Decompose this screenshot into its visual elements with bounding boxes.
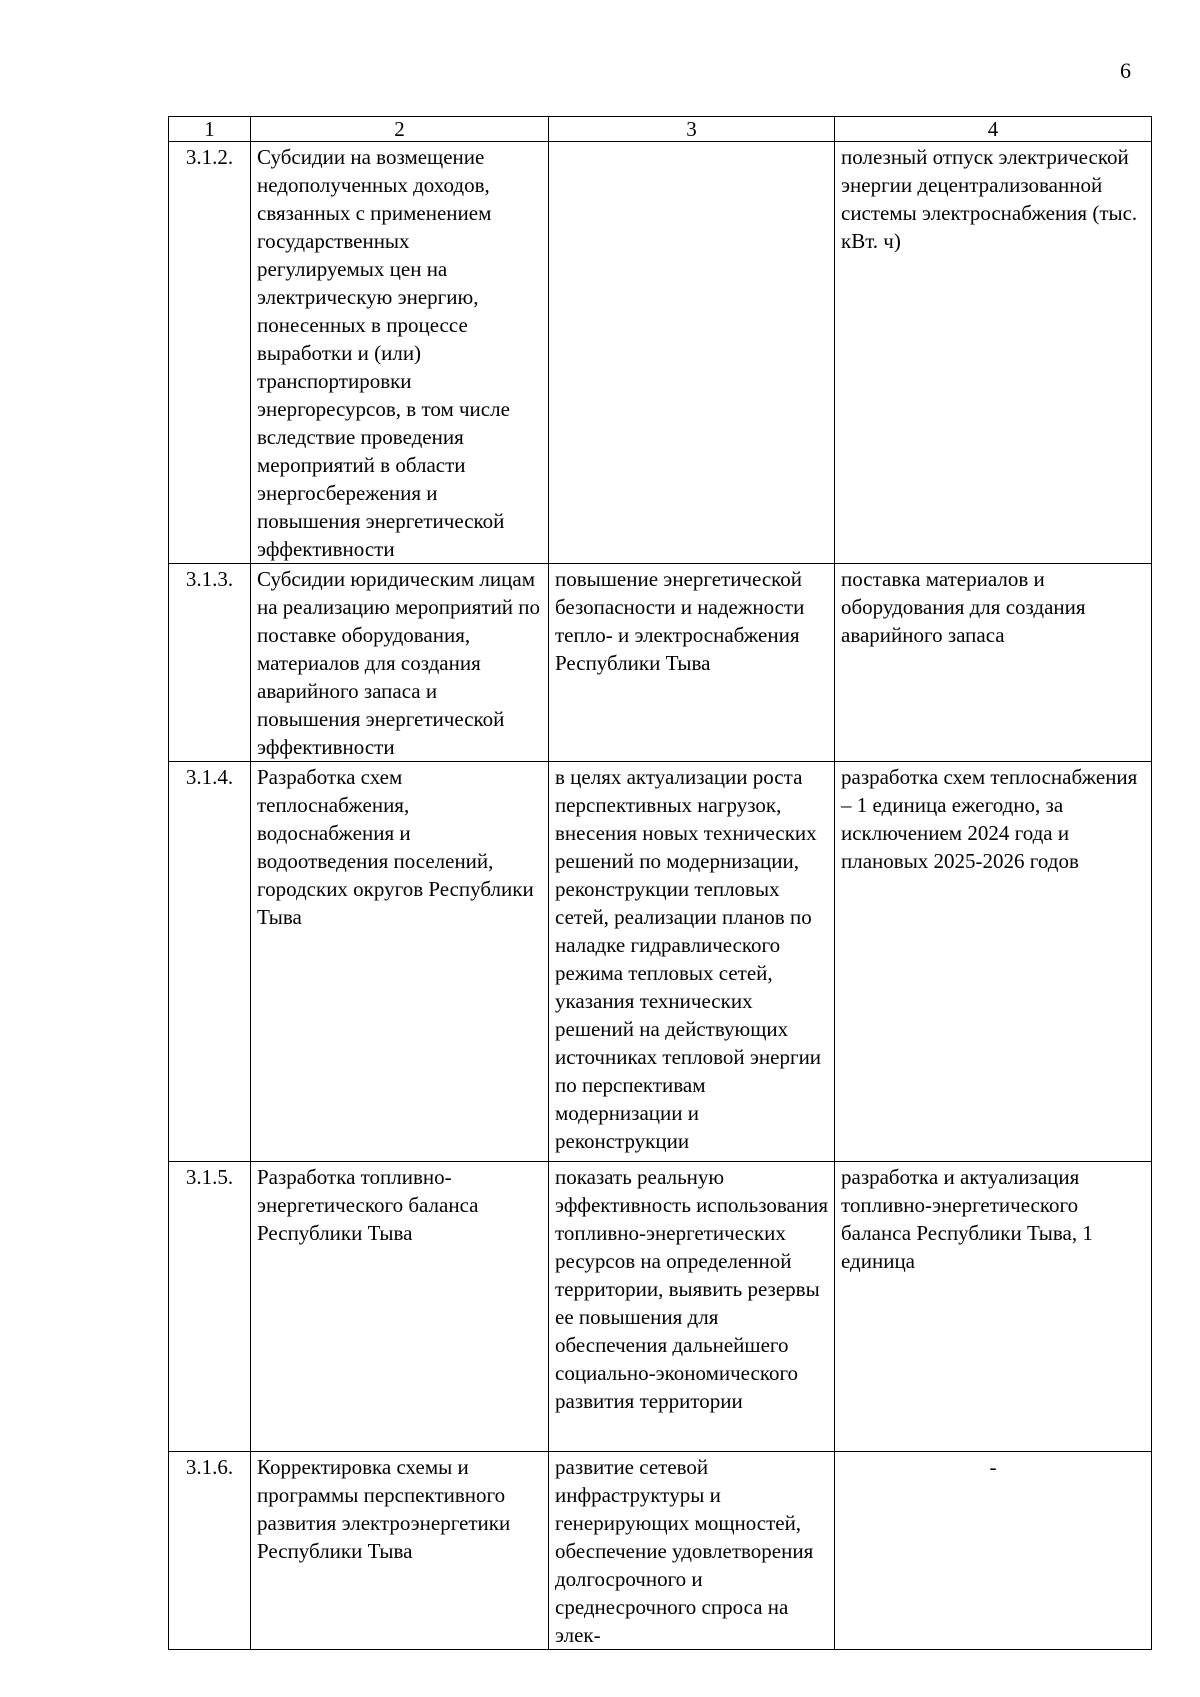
row-number: 3.1.4.	[169, 762, 251, 1162]
row-number: 3.1.2.	[169, 142, 251, 564]
measure-indicator: разработка и актуализация топливно-энергетического баланса Республики Тыва, 1 единица	[835, 1162, 1152, 1452]
measure-name: Субсидии на возмещение недополученных доходов, связанных с применением государственных регулируемых цен на электрическую энергию, понесенных в процессе выработки и (или) транспортировки энергоресурсов, в том числе вследствие проведения мероприятий в области энергосбережения и повышения энергетической эффективности	[251, 142, 549, 564]
measure-goal: показать реальную эффективность использования топливно-энергетических ресурсов на определенной территории, выявить резервы ее повышения для обеспечения дальнейшего социально-экономического развития территории	[549, 1162, 835, 1452]
measure-name: Разработка топливно-энергетического баланса Республики Тыва	[251, 1162, 549, 1452]
header-col-4: 4	[835, 117, 1152, 142]
measure-indicator: -	[835, 1452, 1152, 1650]
table-row	[169, 762, 1152, 1162]
row-number: 3.1.6.	[169, 1452, 251, 1650]
table-row	[169, 564, 1152, 762]
measure-indicator: полезный отпуск электрической энергии децентрализованной системы электроснабжения (тыс. кВт. ч)	[835, 142, 1152, 564]
row-number: 3.1.3.	[169, 564, 251, 762]
measure-indicator: поставка материалов и оборудования для создания аварийного запаса	[835, 564, 1152, 762]
header-col-3: 3	[549, 117, 835, 142]
table-row	[169, 1162, 1152, 1452]
measures-table	[168, 116, 1152, 1650]
measure-name: Корректировка схемы и программы перспективного развития электроэнергетики Республики Тыва	[251, 1452, 549, 1650]
measure-name: Разработка схем теплоснабжения, водоснабжения и водоотведения поселений, городских округов Республики Тыва	[251, 762, 549, 1162]
measure-goal	[549, 142, 835, 564]
measure-name: Субсидии юридическим лицам на реализацию мероприятий по поставке оборудования, материалов для создания аварийного запаса и повышения энергетической эффективности	[251, 564, 549, 762]
measure-indicator: разработка схем теплоснабжения – 1 единица ежегодно, за исключением 2024 года и плановых 2025-2026 годов	[835, 762, 1152, 1162]
page-number: 6	[1120, 58, 1131, 83]
header-row	[169, 117, 1152, 142]
measure-goal: повышение энергетической безопасности и надежности тепло- и электроснабжения Республики Тыва	[549, 564, 835, 762]
table-row	[169, 142, 1152, 564]
row-number: 3.1.5.	[169, 1162, 251, 1452]
measure-goal: развитие сетевой инфраструктуры и генерирующих мощностей, обеспечение удовлетворения долгосрочного и среднесрочного спроса на элек-	[549, 1452, 835, 1650]
table-row	[169, 1452, 1152, 1650]
header-col-1: 1	[169, 117, 251, 142]
header-col-2: 2	[251, 117, 549, 142]
measure-goal: в целях актуализации роста перспективных нагрузок, внесения новых технических решений по модернизации, реконструкции тепловых сетей, реализации планов по наладке гидравлического режима тепловых сетей, указания технических решений на действующих источниках тепловой энергии по перспективам модернизации и реконструкции	[549, 762, 835, 1162]
